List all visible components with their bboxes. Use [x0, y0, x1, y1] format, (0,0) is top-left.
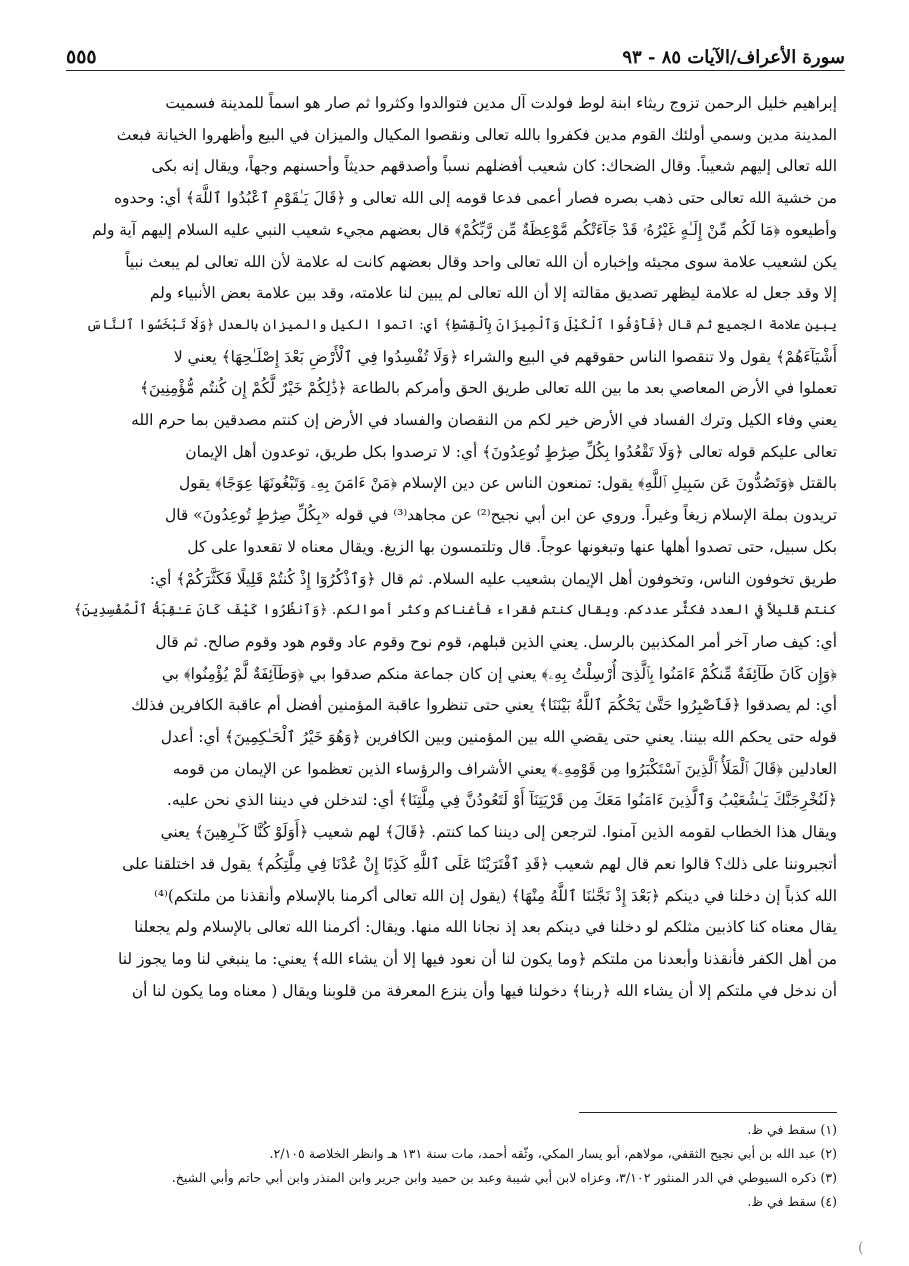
body-line: أن ندخل في ملتكم إلا أن يشاء الله ﴿ربنا﴾ دخولنا فيها وأن ينزع المعرفة من قلوبنا ويقال ( معناه وما يكون لنا أن	[131, 981, 837, 1000]
page-number: ٥٥٥	[66, 46, 97, 68]
body-line: وأطيعوه ﴿مَا لَكُم مِّنْ إِلَـٰهٍ غَيْرُهُۥ قَدْ جَآءَتْكُم مَّوْعِظَةٌ مِّن رَّبِّكُمْ﴾ قال بعضهم مجيء شعيب النبي عليه السلام إليهم آية ولم	[92, 220, 837, 239]
body-line: يكن لشعيب علامة سوى مجيئه وإخباره أن الله تعالى واحد وقال بعضهم كانت له علامة لأن الله تعالى لم يبعث نبياً	[125, 252, 837, 271]
body-line: من أهل الكفر فأنقذنا وأبعدنا من ملتكم ﴿وما يكون لنا أن نعود فيها إلا أن يشاء الله﴾ يعني: ما ينبغي لنا وما يجوز لنا	[118, 949, 837, 968]
body-line: تريدون بملة الإسلام زيغاً وغيراً. وروي عن ابن أبي نجيح⁽²⁾ عن مجاهد⁽³⁾ في قوله «بِكُلِّ صِرَٰطٍ تُوعِدُونَ» قال	[165, 506, 837, 525]
footnote-rule	[579, 1112, 837, 1113]
footnote: (٢) عبد الله بن أبي نجيح الثقفي، مولاهم، أبو يسار المكي، وثّقه أحمد، مات سنة ١٣١ هـ وانظر الخلاصة ٢/١٠٥.	[269, 1146, 837, 1161]
scan-edge-mark: (	[858, 1240, 864, 1256]
body-line: الله تعالى إليهم شعيباً. وقال الضحاك: كان شعيب أفضلهم نسباً وأصدقهم حديثاً وأحسنهم وجهاً، ويقال إنه بكى	[151, 157, 837, 176]
body-line: قوله حتى يحكم الله بيننا. يعني حتى يقضي الله بين المؤمنين وبين الكافرين ﴿وَهُوَ خَيْرُ ٱلْحَـٰكِمِينَ﴾ أي: أعدل	[160, 728, 837, 747]
body-line: تعملوا في الأرض المعاصي بعد ما بين الله تعالى طريق الحق وأمركم بالطاعة ﴿ذَٰلِكُمْ خَيْرٌ لَّكُمْ إِن كُنتُم مُّؤْمِنِينَ﴾	[139, 379, 837, 398]
body-line: كنتم قليلاً في العدد فكثَّر عددكم. ويقال كنتم فقراء فأغناكم وكثر أموالكم. ﴿وَٱنظُرُوا كَيْفَ كَانَ عَـٰقِبَةُ ٱلْمُفْسِدِينَ﴾	[73, 602, 837, 619]
body-line: إلا وقد جعل له علامة ليظهر تصديق مقالته إلا أن الله تعالى لم يبين لنا علامته، وقد بين علامة بعض الأنبياء ولم	[149, 284, 837, 303]
footnotes	[72, 1118, 837, 1214]
body-line: أتجبروننا على ذلك؟ قالوا نعم قال لهم شعيب ﴿قَدِ ٱفْتَرَيْنَا عَلَى ٱللَّهِ كَذِبًا إِنْ عُدْنَا فِي مِلَّتِكُم﴾ يقول قد اختلقنا على	[122, 854, 837, 873]
header-rule	[66, 70, 845, 71]
body-line: طريق تخوفون الناس، وتخوفون أهل الإيمان بشعيب عليه السلام. ثم قال ﴿وَٱذْكُرُوٓا إِذْ كُنتُمْ قَلِيلًا فَكَثَّرَكُمْ﴾ أي:	[149, 569, 837, 588]
body-line: يبين علامة الجميع ثم قال ﴿فَأَوْفُوا ٱلْكَيْلَ وَٱلْمِيزَانَ بِٱلْقِسْطِ﴾ أي: اتموا الكيل والميزان بالعدل ﴿وَلَا تَبْخَسُوا ٱلنَّاسَ	[86, 316, 837, 333]
footnote: (٣) ذكره السيوطي في الدر المنثور ٣/١٠٢، وعزاه لابن أبي شيبة وعبد بن حميد وابن جرير وابن المنذر وابن أبي حاتم وأبي الشيخ.	[171, 1170, 837, 1185]
body-line: يقال معناه كنا كاذبين مثلكم لو دخلنا في دينكم بعد إذ نجانا الله منها. ويقال: أكرمنا الله تعالى بالإسلام ولم يجعلنا	[134, 918, 837, 937]
body-line: أَشْيَآءَهُمْ﴾ يقول ولا تنقصوا الناس حقوقهم في البيع والشراء ﴿وَلَا تُفْسِدُوا فِي ٱلْأَرْضِ بَعْدَ إِصْلَـٰحِهَا﴾ يعني لا	[173, 347, 837, 366]
body-line: ﴿لَنُخْرِجَنَّكَ يَـٰشُعَيْبُ وَٱلَّذِينَ ءَامَنُوا مَعَكَ مِن قَرْيَتِنَآ أَوْ لَتَعُودُنَّ فِي مِلَّتِنَا﴾ أي: لتدخلن في ديننا الذي نحن عليه.	[166, 791, 837, 810]
body-line: إبراهيم خليل الرحمن تزوج ريثاء ابنة لوط فولدت آل مدين فتوالدوا وكثروا ثم صار هو اسماً للمدينة فسميت	[165, 94, 837, 112]
page-header	[66, 28, 845, 68]
footnote: (١) سقط في ظ.	[747, 1122, 837, 1137]
body-line: ويقال هذا الخطاب لقومه الذين آمنوا. لترجعن إلى ديننا كما كنتم. ﴿قَالَ﴾ لهم شعيب ﴿أَوَلَوْ كُنَّا كَـٰرِهِينَ﴾ يعني	[160, 823, 837, 842]
running-title: سورة الأعراف/الآيات ٨٥ - ٩٣	[622, 47, 845, 68]
body-line: أي: لم يصدقوا ﴿فَٱصْبِرُوا حَتَّىٰ يَحْكُمَ ٱللَّهُ بَيْنَنَا﴾ يعني حتى تنظروا عاقبة المؤمنين أفضل أم عاقبة الكافرين فذلك	[131, 696, 837, 715]
body-line: ﴿وَإِن كَانَ طَآئِفَةٌ مِّنكُمْ ءَامَنُوا بِٱلَّذِىٓ أُرْسِلْتُ بِهِۦ﴾ يعني إن كان جماعة منكم صدقوا بي ﴿وَطَآئِفَةٌ لَّمْ يُؤْمِنُوا﴾ بي	[161, 664, 837, 683]
body-line: بالقتل ﴿وَتَصُدُّونَ عَن سَبِيلِ ٱللَّهِ﴾ يقول: تمنعون الناس عن دين الإسلام ﴿مَنْ ءَامَنَ بِهِۦ وَتَبْغُونَهَا عِوَجًا﴾ يقول	[178, 474, 837, 493]
body-line: يعني وفاء الكيل وترك الفساد في الأرض خير لكم من النقصان والفساد في الأرض إن كنتم مصدقين بما حرم الله	[131, 411, 837, 430]
body-line: تعالى عليكم قوله تعالى ﴿وَلَا تَقْعُدُوا بِكُلِّ صِرَٰطٍ تُوعِدُونَ﴾ أي: لا ترصدوا بكل طريق، توعدون أهل الإيمان	[185, 442, 837, 461]
body-line: بكل سبيل، حتى تصدوا أهلها عنها وتبغونها عوجاً. قال وتلتمسون بها الزيغ. ويقال معناه لا تقعدوا على كل	[187, 537, 837, 556]
body-line: أي: كيف صار آخر أمر المكذبين بالرسل. يعني الذين قبلهم، قوم نوح وقوم عاد وقوم هود وقوم صالح. ثم قال	[155, 632, 837, 651]
body-line: المدينة مدين وسمي أولئك القوم مدين فكفروا بالله تعالى ونقصوا المكيال والميزان في البيع وأظهروا الخيانة فبعث	[116, 125, 837, 144]
body-text	[72, 88, 837, 1007]
body-line: الله كذباً إن دخلنا في دينكم ﴿بَعْدَ إِذْ نَجَّىٰنَا ٱللَّهُ مِنْهَا﴾ (يقول إن الله تعالى أكرمنا بالإسلام وأنقذنا من ملتكم)⁽⁴⁾	[154, 886, 837, 905]
body-line: من خشية الله تعالى حتى ذهب بصره فصار أعمى فدعا قومه إلى الله تعالى و ﴿قَالَ يَـٰقَوْمِ ٱعْبُدُوا ٱللَّهَ﴾ أي: وحدوه	[113, 189, 837, 208]
footnote: (٤) سقط في ظ.	[747, 1194, 837, 1209]
body-line: العادلين ﴿قَالَ ٱلْمَلَأُ ٱلَّذِينَ ٱسْتَكْبَرُوا مِن قَوْمِهِۦ﴾ يعني الأشراف والرؤساء الذين تعظموا عن الإيمان من قومه	[172, 759, 837, 778]
